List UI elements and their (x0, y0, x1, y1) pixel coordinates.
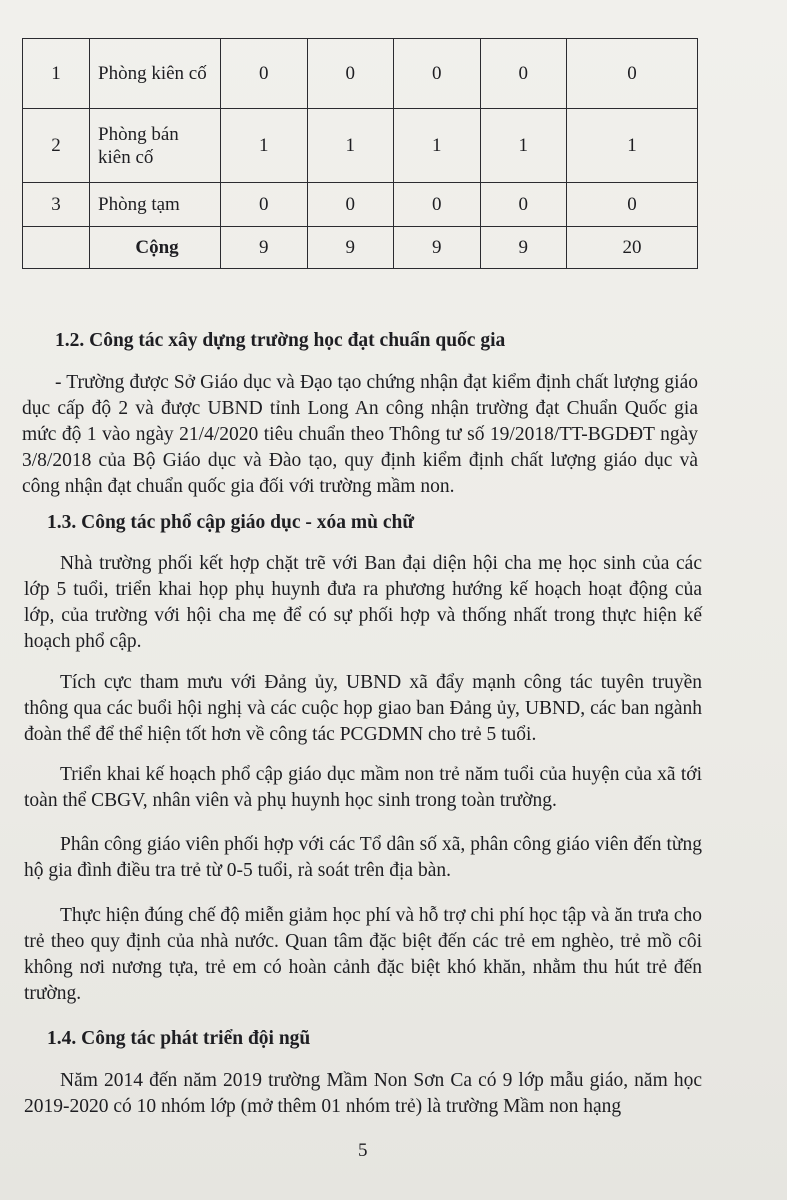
table-cell: 0 (221, 183, 308, 227)
table-cell: 0 (567, 183, 698, 227)
table-cell: 9 (221, 227, 308, 269)
row-number: 2 (23, 109, 90, 183)
table-cell: 0 (567, 39, 698, 109)
paragraph: - Trường được Sở Giáo dục và Đạo tạo chứng nhận đạt kiểm định chất lượng giáo dục cấp độ 2 và được UBND tỉnh Long An công nhận trường đạt Chuẩn Quốc gia mức độ 1 vào ngày 21/4/2020 tiêu chuẩn theo Thông tư số 19/2018/TT-BGDĐT ngày 3/8/2018 của Bộ Giáo dục và Đào tạo, quy định kiểm định chất lượng giáo dục và công nhận đạt chuẩn quốc gia đối với trường mầm non. (22, 372, 698, 497)
table-row (23, 109, 698, 183)
table-cell: 0 (480, 183, 567, 227)
table-cell: 0 (307, 183, 394, 227)
table-cell: 1 (394, 109, 481, 183)
table-cell: 9 (307, 227, 394, 269)
table-cell: 0 (394, 183, 481, 227)
row-label: Phòng tạm (90, 183, 221, 227)
table-cell: 1 (221, 109, 308, 183)
room-table (22, 38, 698, 269)
paragraph: Tích cực tham mưu với Đảng ủy, UBND xã đẩy mạnh công tác tuyên truyền thông qua các buổi hội nghị và các cuộc họp giao ban Đảng ủy, UBND, các ban ngành đoàn thể để thể hiện tốt hơn về công tác PCGDMN cho trẻ 5 tuổi. (24, 672, 702, 745)
table-cell: 0 (394, 39, 481, 109)
row-number (23, 227, 90, 269)
paragraph: Phân công giáo viên phối hợp với các Tổ dân số xã, phân công giáo viên đến từng hộ gia đình điều tra trẻ từ 0-5 tuổi, rà soát trên địa bàn. (24, 834, 702, 881)
row-label: Cộng (90, 227, 221, 269)
table-cell: 0 (221, 39, 308, 109)
table-cell: 9 (480, 227, 567, 269)
row-number: 3 (23, 183, 90, 227)
table-cell: 20 (567, 227, 698, 269)
section-heading: 1.2. Công tác xây dựng trường học đạt chuẩn quốc gia (55, 330, 506, 351)
table-cell: 1 (567, 109, 698, 183)
row-label: Phòng kiên cố (90, 39, 221, 109)
row-number: 1 (23, 39, 90, 109)
paragraph: Triển khai kế hoạch phổ cập giáo dục mầm non trẻ năm tuổi của huyện của xã tới toàn thể CBGV, nhân viên và phụ huynh học sinh trong toàn trường. (24, 764, 702, 811)
section-heading: 1.4. Công tác phát triển đội ngũ (47, 1028, 311, 1049)
table-cell: 1 (307, 109, 394, 183)
paragraph: Nhà trường phối kết hợp chặt trẽ với Ban đại diện hội cha mẹ học sinh của các lớp 5 tuổi, triển khai họp phụ huynh đưa ra phương hướng kế hoạch hoạt động của lớp, của trường với hội cha mẹ để có sự phối hợp và thống nhất trong thực hiện kế hoạch phổ cập. (24, 553, 702, 652)
table-total-row (23, 227, 698, 269)
table-row (23, 183, 698, 227)
paragraph: Thực hiện đúng chế độ miễn giảm học phí và hỗ trợ chi phí học tập và ăn trưa cho trẻ theo quy định của nhà nước. Quan tâm đặc biệt đến các trẻ em nghèo, trẻ mồ côi không nơi nương tựa, trẻ em có hoàn cảnh đặc biệt khó khăn, nhằm thu hút trẻ đến trường. (24, 905, 702, 1004)
table-cell: 0 (307, 39, 394, 109)
row-label: Phòng bán kiên cố (90, 109, 221, 183)
page-number: 5 (358, 1140, 368, 1161)
table-row (23, 39, 698, 109)
table-cell: 0 (480, 39, 567, 109)
table-cell: 1 (480, 109, 567, 183)
table-cell: 9 (394, 227, 481, 269)
paragraph: Năm 2014 đến năm 2019 trường Mầm Non Sơn Ca có 9 lớp mẫu giáo, năm học 2019-2020 có 10 nhóm lớp (mở thêm 01 nhóm trẻ) là trường Mầm non hạng (24, 1070, 702, 1117)
section-heading: 1.3. Công tác phổ cập giáo dục - xóa mù chữ (47, 512, 415, 533)
